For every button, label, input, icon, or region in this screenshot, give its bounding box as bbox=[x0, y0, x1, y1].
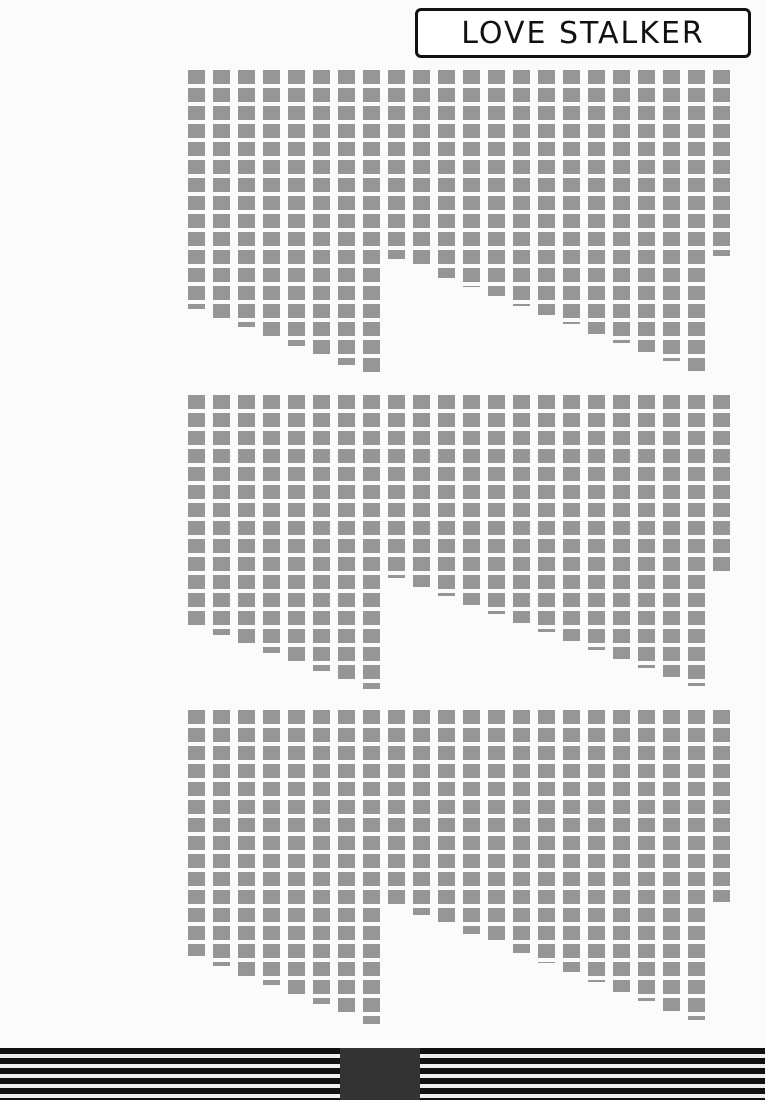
text-column-placeholder bbox=[288, 710, 305, 995]
text-column-placeholder bbox=[613, 395, 630, 659]
text-column-placeholder bbox=[238, 395, 255, 644]
text-column-placeholder bbox=[263, 395, 280, 653]
page-footer-stripes bbox=[0, 1048, 765, 1100]
text-column-placeholder bbox=[388, 70, 405, 259]
text-column-placeholder bbox=[713, 395, 730, 575]
text-column-placeholder bbox=[513, 710, 530, 953]
text-column-placeholder bbox=[238, 70, 255, 327]
text-column-placeholder bbox=[388, 395, 405, 578]
text-column-placeholder bbox=[663, 710, 680, 1011]
text-column-placeholder bbox=[588, 710, 605, 982]
text-column-placeholder bbox=[388, 710, 405, 905]
text-column-placeholder bbox=[313, 70, 330, 355]
text-column-placeholder bbox=[488, 395, 505, 614]
text-column-placeholder bbox=[488, 70, 505, 296]
text-column-placeholder bbox=[363, 710, 380, 1024]
text-column-placeholder bbox=[438, 395, 455, 596]
text-column-placeholder bbox=[713, 710, 730, 902]
text-column-placeholder bbox=[263, 70, 280, 337]
text-column-placeholder bbox=[513, 395, 530, 623]
text-column-placeholder bbox=[463, 70, 480, 287]
page-header-title-box bbox=[415, 8, 751, 58]
text-column-placeholder bbox=[463, 395, 480, 605]
text-column-placeholder bbox=[588, 395, 605, 650]
text-column-placeholder bbox=[688, 395, 705, 686]
text-column-placeholder bbox=[613, 710, 630, 992]
text-column-placeholder bbox=[413, 70, 430, 268]
text-column-placeholder bbox=[713, 70, 730, 256]
text-column-placeholder bbox=[513, 70, 530, 306]
text-column-placeholder bbox=[538, 710, 555, 963]
text-column-placeholder bbox=[288, 70, 305, 346]
text-column-placeholder bbox=[488, 710, 505, 944]
text-column-placeholder bbox=[438, 710, 455, 924]
text-column-placeholder bbox=[263, 710, 280, 985]
text-column-placeholder bbox=[438, 70, 455, 278]
text-column-placeholder bbox=[538, 395, 555, 632]
text-column-placeholder bbox=[313, 395, 330, 671]
text-column-placeholder bbox=[588, 70, 605, 334]
text-column-placeholder bbox=[463, 710, 480, 934]
text-column-placeholder bbox=[213, 710, 230, 966]
text-block-bottom bbox=[40, 710, 730, 1030]
text-column-placeholder bbox=[188, 710, 205, 956]
text-column-placeholder bbox=[688, 70, 705, 371]
text-column-placeholder bbox=[413, 395, 430, 587]
text-column-placeholder bbox=[213, 70, 230, 318]
text-column-placeholder bbox=[188, 70, 205, 309]
text-column-placeholder bbox=[338, 710, 355, 1014]
page-title: LOVE STALKER bbox=[461, 15, 705, 51]
text-column-placeholder bbox=[638, 70, 655, 352]
text-column-placeholder bbox=[363, 70, 380, 374]
text-column-placeholder bbox=[338, 70, 355, 365]
text-column-placeholder bbox=[338, 395, 355, 680]
text-block-middle bbox=[40, 395, 730, 695]
text-column-placeholder bbox=[213, 395, 230, 635]
text-column-placeholder bbox=[563, 395, 580, 641]
text-column-placeholder bbox=[663, 70, 680, 361]
text-column-placeholder bbox=[188, 395, 205, 626]
text-column-placeholder bbox=[363, 395, 380, 689]
text-column-placeholder bbox=[638, 395, 655, 668]
text-block-top bbox=[40, 70, 730, 380]
text-column-placeholder bbox=[613, 70, 630, 343]
text-column-placeholder bbox=[538, 70, 555, 315]
text-column-placeholder bbox=[663, 395, 680, 677]
text-column-placeholder bbox=[238, 710, 255, 976]
text-column-placeholder bbox=[288, 395, 305, 662]
text-column-placeholder bbox=[563, 70, 580, 324]
text-column-placeholder bbox=[638, 710, 655, 1001]
text-column-placeholder bbox=[313, 710, 330, 1004]
text-column-placeholder bbox=[688, 710, 705, 1020]
text-column-placeholder bbox=[413, 710, 430, 915]
page-number-box bbox=[340, 1048, 420, 1100]
text-column-placeholder bbox=[563, 710, 580, 972]
